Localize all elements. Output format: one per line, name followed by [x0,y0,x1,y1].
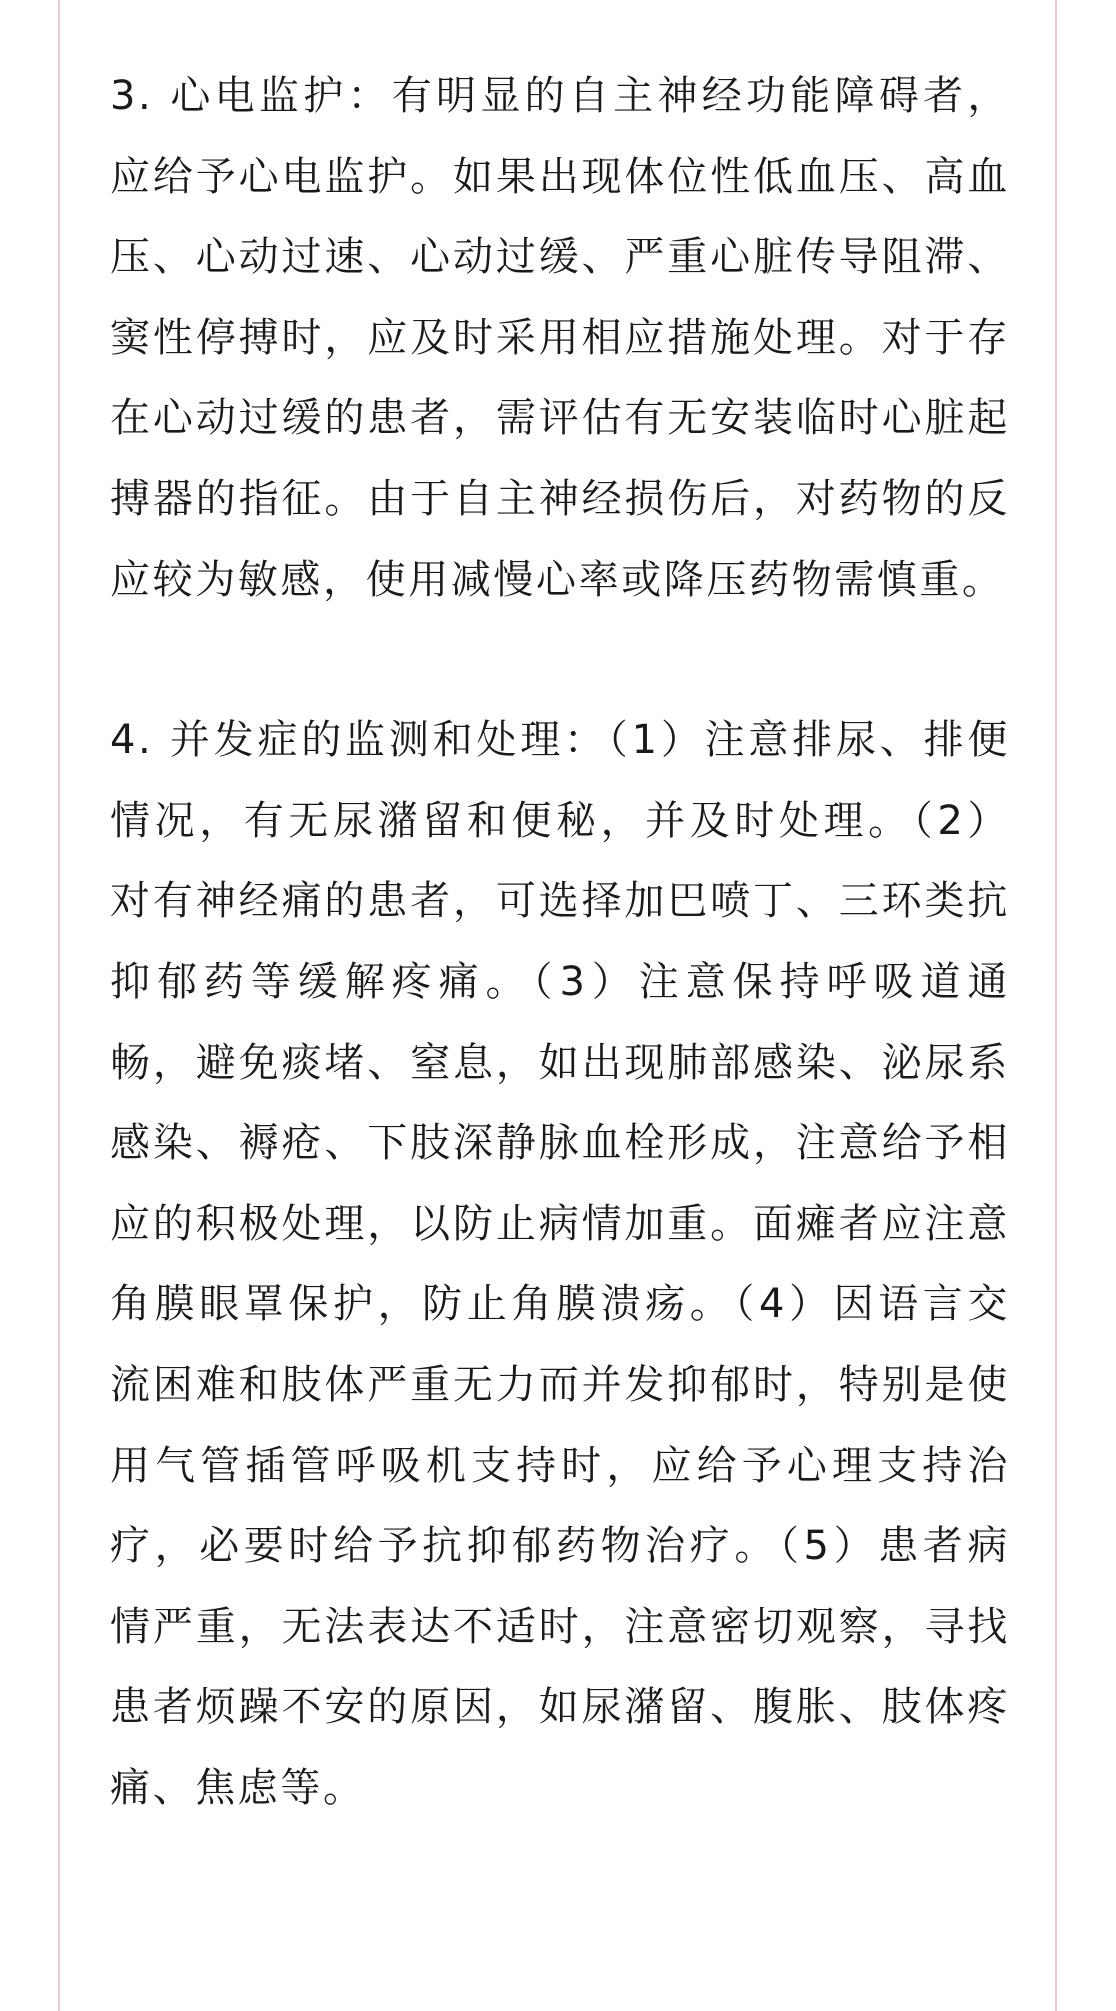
paragraph-complication-management: 4. 并发症的监测和处理：（1）注意排尿、排便情况，有无尿潴留和便秘，并及时处理。（2）对有神经痛的患者，可选择加巴喷丁、三环类抗抑郁药等缓解疼痛。（3）注意保持呼吸道通畅，避免痰堵、窒息，如出现肺部感染、泌尿系感染、褥疮、下肢深静脉血栓形成，注意给予相应的积极处理，以防止病情加重。面瘫者应注意角膜眼罩保护，防止角膜溃疡。（4）因语言交流困难和肢体严重无力而并发抑郁时，特别是使用气管插管呼吸机支持时，应给予心理支持治疗，必要时给予抗抑郁药物治疗。（5）患者病情严重，无法表达不适时，注意密切观察，寻找患者烦躁不安的原因，如尿潴留、腹胀、肢体疼痛、焦虑等。 [110,717,1010,1811]
paragraph-ecg-monitoring: 3. 心电监护：有明显的自主神经功能障碍者，应给予心电监护。如果出现体位性低血压、高血压、心动过速、心动过缓、严重心脏传导阻滞、窦性停搏时，应及时采用相应措施处理。对于存在心动过缓的患者，需评估有无安装临时心脏起搏器的指征。由于自主神经损伤后，对药物的反应较为敏感，使用减慢心率或降压药物需慎重。 [110,73,1010,603]
left-border-line [58,0,60,2011]
article-body [110,56,1010,1828]
right-border-line [1055,0,1057,2011]
